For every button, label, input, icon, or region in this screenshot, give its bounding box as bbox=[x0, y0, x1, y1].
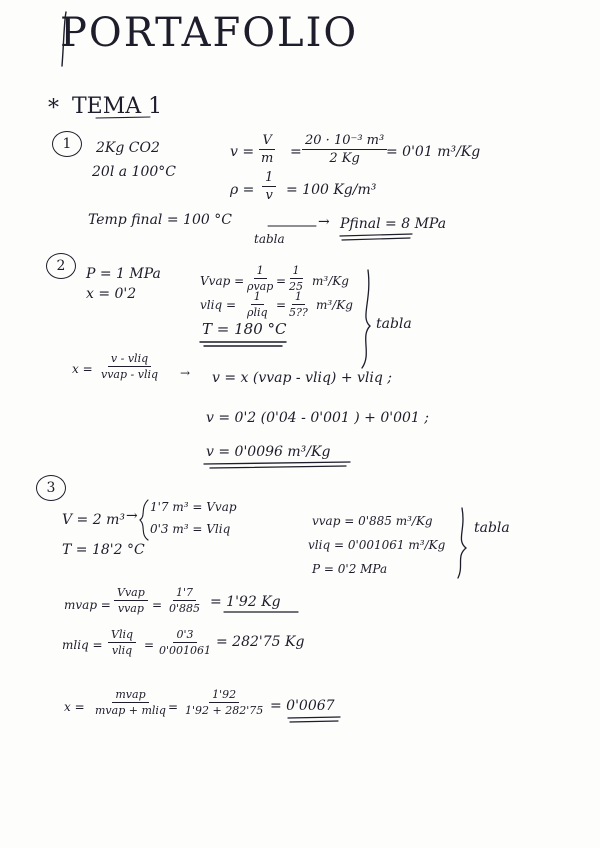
ex2-vvap-unit: m³/Kg bbox=[312, 274, 349, 288]
ex1-p-final: Pfinal = 8 MPa bbox=[340, 216, 447, 232]
ex2-result-underline bbox=[204, 462, 350, 468]
ex3-x-lhs: x = bbox=[64, 700, 85, 714]
ex1-v-frac2-den: 2 Kg bbox=[329, 151, 360, 166]
section-heading: TEMA 1 bbox=[72, 94, 163, 119]
ex1-pfinal-underline bbox=[340, 234, 412, 240]
ex3-x-frac2-num: 1'92 bbox=[209, 688, 239, 703]
ex3-mvap-frac1-num: Vvap bbox=[114, 586, 148, 601]
ex2-vvap-fraction bbox=[244, 264, 276, 293]
ex3-volume-brace bbox=[140, 500, 148, 540]
ex3-mvap-frac2-den: 0'885 bbox=[169, 602, 201, 615]
ex2-arrow: → bbox=[180, 366, 191, 380]
ex3-mliq-result: = 282'75 Kg bbox=[216, 634, 305, 650]
ex3-mliq-frac1-den: vliq bbox=[111, 644, 133, 657]
ex1-rho-frac-num: 1 bbox=[262, 170, 276, 187]
ex1-temp-final: Temp final = 100 °C bbox=[88, 212, 232, 228]
ex2-x-solved: v = x (vvap - vliq) + vliq ; bbox=[212, 370, 393, 386]
ex3-mliq-fraction-values bbox=[156, 628, 214, 657]
ex1-rho-lhs: ρ = bbox=[230, 182, 255, 198]
ex2-given-pressure: P = 1 MPa bbox=[86, 266, 161, 282]
ex1-v-fraction bbox=[258, 133, 276, 166]
ex2-tabla-brace bbox=[362, 270, 370, 368]
ex3-tabla-brace bbox=[458, 508, 466, 578]
ex3-temperature: T = 18'2 °C bbox=[62, 542, 145, 558]
ex2-vliq-frac2-den: 5?? bbox=[289, 306, 308, 319]
ex3-volume: V = 2 m³ bbox=[62, 512, 125, 528]
ex3-arrow: → bbox=[126, 508, 138, 524]
ex2-v-substitution: v = 0'2 (0'04 - 0'001 ) + 0'001 ; bbox=[206, 410, 429, 426]
ex2-v-result: v = 0'0096 m³/Kg bbox=[206, 444, 331, 460]
ex3-x-result: = 0'0067 bbox=[270, 698, 335, 714]
ex3-x-underline bbox=[288, 717, 340, 722]
ex1-v-frac2-num: 20 · 10⁻³ m³ bbox=[302, 133, 387, 150]
ex1-v-equals: = bbox=[290, 144, 302, 160]
ex2-x-lhs: x = bbox=[72, 362, 93, 376]
ex2-vliq-frac1-den: ρliq bbox=[247, 306, 268, 319]
ex2-x-frac-num: v - vliq bbox=[108, 352, 151, 367]
ex3-mvap-fraction-values bbox=[166, 586, 203, 615]
ex2-given-quality: x = 0'2 bbox=[86, 286, 137, 302]
ex1-rho-fraction bbox=[262, 170, 276, 203]
ex3-vliq-specific: vliq = 0'001061 m³/Kg bbox=[308, 538, 446, 552]
ex2-vvap-frac2-num: 1 bbox=[290, 264, 303, 279]
exercise-number-3: 3 bbox=[36, 475, 66, 501]
ex2-vliq-fraction-values bbox=[286, 290, 311, 319]
exercise-number-2: 2 bbox=[46, 253, 76, 279]
ex2-vvap-equals: = bbox=[276, 274, 287, 288]
ex2-x-fraction bbox=[98, 352, 161, 381]
ex1-rho-frac-den: v bbox=[265, 188, 273, 203]
ex3-x-frac1-den: mvap + mliq bbox=[95, 704, 166, 717]
ex2-x-frac-den: vvap - vliq bbox=[101, 368, 159, 381]
ex3-pressure: P = 0'2 MPa bbox=[312, 562, 388, 576]
ex3-mvap-fraction bbox=[114, 586, 148, 615]
ex2-vliq-frac1-num: 1 bbox=[251, 290, 264, 305]
ex1-tabla-label: tabla bbox=[254, 232, 285, 246]
ex3-tabla-label: tabla bbox=[474, 520, 510, 536]
ex1-arrow: → bbox=[318, 214, 330, 230]
ex3-mliq-fraction bbox=[108, 628, 136, 657]
ex3-mliq-frac2-num: 0'3 bbox=[173, 628, 196, 643]
ex3-x-fraction bbox=[92, 688, 169, 717]
ex3-mvap-equals: = bbox=[152, 598, 163, 612]
ex3-vvap-volume: 1'7 m³ = Vvap bbox=[150, 500, 237, 514]
ex3-vvap-specific: vvap = 0'885 m³/Kg bbox=[312, 514, 433, 528]
ex2-temp-underline bbox=[200, 342, 286, 346]
ex3-x-equals: = bbox=[168, 700, 179, 714]
ex3-mvap-frac1-den: vvap bbox=[117, 602, 144, 615]
ex2-vliq-lhs: vliq = bbox=[200, 298, 237, 312]
ex1-v-fraction-values bbox=[302, 133, 387, 166]
ex3-x-frac2-den: 1'92 + 282'75 bbox=[185, 704, 264, 717]
ex3-x-fraction-values bbox=[182, 688, 266, 717]
ex3-mliq-frac2-den: 0'001061 bbox=[159, 644, 212, 657]
ex1-given-mass: 2Kg CO2 bbox=[96, 140, 160, 156]
ex3-mliq-equals: = bbox=[144, 638, 155, 652]
ex3-mvap-lhs: mvap = bbox=[64, 598, 111, 612]
page-title: PORTAFOLIO bbox=[60, 10, 359, 56]
ex1-given-volume: 20l a 100°C bbox=[92, 164, 176, 180]
ex1-v-result: = 0'01 m³/Kg bbox=[386, 144, 481, 160]
ex2-vvap-frac1-den: ρvap bbox=[247, 280, 274, 293]
ex2-vvap-frac2-den: 25 bbox=[289, 280, 303, 293]
ex1-v-frac-den: m bbox=[261, 151, 274, 166]
ex2-vvap-fraction-values bbox=[286, 264, 306, 293]
ex2-vliq-frac2-num: 1 bbox=[292, 290, 305, 305]
ex3-mvap-frac2-num: 1'7 bbox=[173, 586, 196, 601]
ex3-mvap-result: = 1'92 Kg bbox=[210, 594, 281, 610]
ex1-v-lhs: v = bbox=[230, 144, 255, 160]
ex2-vliq-fraction bbox=[244, 290, 271, 319]
bullet-asterisk: * bbox=[48, 96, 59, 121]
ex2-temperature: T = 180 °C bbox=[202, 320, 287, 338]
ex3-x-frac1-num: mvap bbox=[112, 688, 148, 703]
ex3-mliq-lhs: mliq = bbox=[62, 638, 103, 652]
ex2-vliq-unit: m³/Kg bbox=[316, 298, 353, 312]
ex3-vliq-volume: 0'3 m³ = Vliq bbox=[150, 522, 231, 536]
ex1-v-frac-num: V bbox=[259, 133, 274, 150]
ex2-vvap-frac1-num: 1 bbox=[254, 264, 267, 279]
ex2-tabla-label: tabla bbox=[376, 316, 412, 332]
ex2-vliq-equals: = bbox=[276, 298, 287, 312]
ex3-mliq-frac1-num: Vliq bbox=[108, 628, 136, 643]
exercise-number-1: 1 bbox=[52, 131, 82, 157]
ex2-vvap-lhs: Vvap = bbox=[200, 274, 245, 288]
ex1-rho-result: = 100 Kg/m³ bbox=[286, 182, 377, 198]
